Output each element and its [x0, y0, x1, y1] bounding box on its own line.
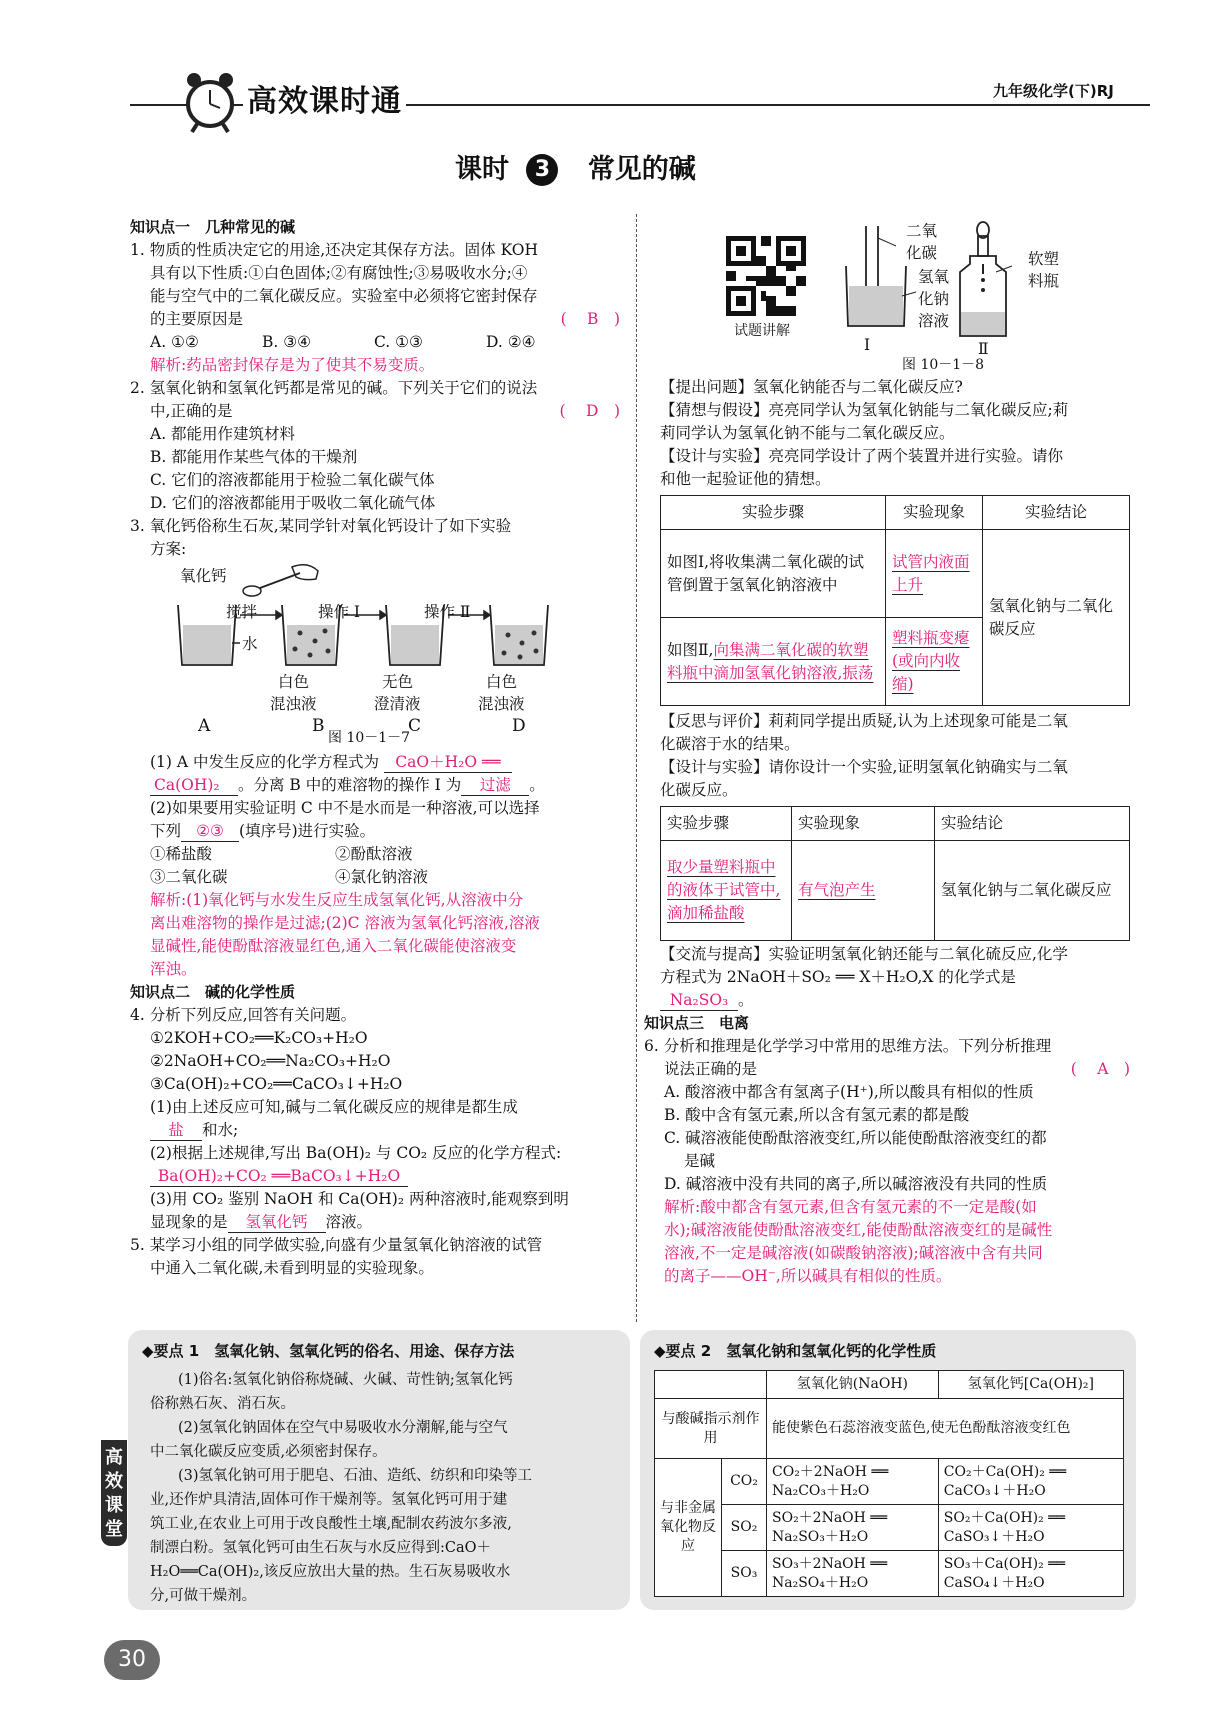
q3-part1-text: (1) A 中发生反应的化学方程式为: [150, 753, 380, 771]
box1-line-9: H₂O══Ca(OH)₂,该反应放出大量的热。生石灰易吸收水: [150, 1564, 511, 1580]
fig2-label-co2-a: 二氧: [906, 222, 938, 240]
q3-line1: 3. 氧化钙俗称生石灰,某同学针对氧化钙设计了如下实验: [130, 517, 512, 535]
fig-label-b1: 白色: [278, 673, 310, 691]
pt-naoh-so2: [767, 1505, 939, 1551]
q1-line1: 1. 物质的性质决定它的用途,还决定其保存方法。固体 KOH: [130, 241, 538, 259]
fig2-label-naoh-2: 化钠: [918, 290, 950, 308]
fig-caption-10-1-7: 图 10－1－7: [328, 730, 411, 746]
q3-option-4: ④氯化钠溶液: [335, 868, 429, 886]
q1-options: [130, 331, 620, 354]
q6-option-c1: C. 碱溶液能使酚酞溶液变红,所以能使酚酞溶液变红的都: [664, 1129, 1047, 1147]
fig2-label-I: Ⅰ: [864, 336, 871, 354]
pt-naoh-so2-b: Na₂SO₃＋H₂O: [772, 1528, 869, 1545]
q3-part2-b: [130, 820, 620, 843]
q2-line2: [130, 400, 620, 423]
box2-title: ◆要点 2 氢氧化钠和氢氧化钙的化学性质: [654, 1342, 937, 1360]
pt-caoh2-co2-b: CaCO₃↓＋H₂O: [943, 1482, 1046, 1499]
box1-title: ◆要点 1 氢氧化钠、氢氧化钙的俗名、用途、保存方法: [142, 1342, 515, 1360]
pt-co2: CO₂: [722, 1459, 767, 1505]
q2-answer: ( D ): [559, 402, 620, 420]
q6-explanation-3: 溶液,不一定是碱溶液(如碳酸钠溶液);碱溶液中含有共同: [664, 1244, 1043, 1262]
design-2: 和他一起验证他的猜想。: [660, 470, 831, 488]
side-tab-label: 高效课堂: [105, 1447, 123, 1540]
box1-line-6: 业,还作炉具清洁,固体可作干燥剂等。氢氧化钙可用于建: [150, 1492, 508, 1508]
fig-label-op2: 操作 Ⅱ: [424, 603, 471, 621]
q4-eq3: ③Ca(OH)₂+CO₂══CaCO₃↓+H₂O: [150, 1075, 403, 1093]
t2-header-conclusion: 实验结论: [935, 807, 1130, 841]
t2-step: 取少量塑料瓶中的液体于试管中,滴加稀盐酸: [661, 841, 792, 941]
fig2-label-II: Ⅱ: [978, 340, 989, 358]
q3-part1-answer1: CaO＋H₂O ══: [395, 753, 501, 771]
key-point-box-2: [640, 1330, 1136, 1610]
design-1: 【设计与实验】亮亮同学设计了两个装置并进行实验。请你: [660, 447, 1064, 465]
qr-code-icon: [726, 236, 806, 316]
q3-part2-answer: ②③: [196, 822, 224, 840]
key-point-box-1: [128, 1330, 630, 1610]
q4-part3: (3)用 CO₂ 鉴别 NaOH 和 Ca(OH)₂ 两种溶液时,能观察到明: [150, 1190, 569, 1208]
pt-caoh2-so3: [938, 1551, 1123, 1597]
brand-title: 高效课时通: [243, 82, 406, 122]
page-number: [104, 1640, 160, 1680]
fig-label-c1: 无色: [382, 673, 414, 691]
lesson-prefix: 课时: [455, 154, 509, 185]
t2-phenomenon: 有气泡产生: [792, 841, 935, 941]
fig2-label-naoh-1: 氢氧: [918, 268, 950, 286]
q1-line4: [130, 308, 620, 331]
pt-row-indicator-text: 能使紫色石蕊溶液变蓝色,使无色酚酞溶液变红色: [767, 1399, 1124, 1459]
qr-label: 试题讲解: [734, 323, 790, 339]
lesson-title: [455, 152, 696, 188]
box1-line-8: 制漂白粉。氢氧化钙可由生石灰与水反应得到:CaO＋: [150, 1540, 492, 1556]
fig-label-op1: 操作 Ⅰ: [318, 603, 361, 621]
fig-label-b2: 混浊液: [270, 695, 317, 713]
q5-line2: 中通入二氧化碳,未看到明显的实验现象。: [150, 1259, 434, 1277]
fig-label-water: 水: [242, 635, 258, 653]
q4-eq2: ②2NaOH+CO₂══Na₂CO₃+H₂O: [150, 1052, 391, 1070]
t1-header-step: 实验步骤: [661, 496, 886, 530]
subject-label: 九年级化学(下)RJ: [993, 80, 1114, 103]
q3-explanation-3: 显碱性,能使酚酞溶液显红色,通入二氧化碳能使溶液变: [150, 937, 517, 955]
fig-label-A: A: [198, 716, 211, 736]
pt-naoh-so3: [767, 1551, 939, 1597]
right-column: [644, 216, 1130, 1288]
q4-part3-text: 显现象的是: [150, 1213, 228, 1231]
q2-option-b: B. 都能用作某些气体的干燥剂: [150, 448, 358, 466]
fig-label-cao: 氧化钙: [180, 567, 227, 585]
q1-option-d: D. ②④: [486, 333, 536, 351]
q2-option-a: A. 都能用作建筑材料: [150, 425, 296, 443]
q3-option-3: ③二氧化碳: [150, 868, 228, 886]
exchange-end: 。: [738, 991, 754, 1009]
q2-line1: 2. 氢氧化钠和氢氧化钙都是常见的碱。下列关于它们的说法: [130, 379, 538, 397]
q3-line2: 方案:: [150, 540, 187, 558]
q3-part2-text: 下列: [150, 822, 182, 840]
t1-row2-step-prefix: 如图Ⅱ,: [667, 640, 714, 659]
fig2-label-co2-b: 化碳: [906, 244, 938, 262]
q1-stem-end: 的主要原因是: [150, 310, 244, 328]
q4-part3-b: [130, 1211, 620, 1234]
left-column: [130, 216, 620, 1280]
q3-part1-answer3: 过滤: [479, 776, 511, 794]
design-4: 化碳反应。: [660, 781, 738, 799]
t1-row2-step-answer: 向集满二氧化碳的软塑料瓶中滴加氢氧化钠溶液,振荡: [667, 640, 874, 682]
header: [0, 60, 1225, 140]
pt-row-indicator-head: 与酸碱指示剂作用: [655, 1399, 767, 1459]
fig-label-stir: 搅拌: [226, 603, 258, 621]
q1-line3: 能与空气中的二氧化碳反应。实验室中必须将它密封保存: [150, 287, 538, 305]
reflect-2: 化碳溶于水的结果。: [660, 735, 800, 753]
section-k1-heading: 知识点一 几种常见的碱: [130, 218, 296, 236]
fig2-label-bottle-1: 软塑: [1028, 250, 1060, 268]
q4-eq1: ①2KOH+CO₂══K₂CO₃+H₂O: [150, 1029, 368, 1047]
box1-line-7: 筑工业,在农业上可用于改良酸性土壤,配制农药波尔多液,: [150, 1516, 512, 1532]
pt-caoh2-so2-b: CaSO₃↓＋H₂O: [943, 1528, 1045, 1545]
pt-caoh2-so3-b: CaSO₄↓＋H₂O: [943, 1574, 1045, 1591]
q4-part1-b: [130, 1119, 620, 1142]
q6-explanation-1: 解析:酸中都含有氢元素,但含有氢元素的不一定是酸(如: [664, 1198, 1037, 1216]
t2-header-phenomenon: 实验现象: [792, 807, 935, 841]
q3-explanation-4: 浑浊。: [150, 960, 197, 978]
fig-caption-10-1-8: 图 10－1－8: [902, 357, 985, 373]
box1-line-1: (1)俗名:氢氧化钠俗称烧碱、火碱、苛性钠;氢氧化钙: [178, 1372, 513, 1388]
properties-table: [654, 1370, 1124, 1597]
box1-line-5: (3)氢氧化钠可用于肥皂、石油、造纸、纺织和印染等工: [178, 1468, 533, 1484]
pt-caoh2-so3-a: SO₃＋Ca(OH)₂ ══: [943, 1555, 1066, 1572]
pt-so3: SO₃: [722, 1551, 767, 1597]
pt-header-caoh2: 氢氧化钙[Ca(OH)₂]: [938, 1371, 1123, 1399]
q4-part1-end: 和水;: [202, 1121, 239, 1139]
pt-row-oxide-head: 与非金属氧化物反应: [655, 1459, 722, 1597]
pt-caoh2-co2: [938, 1459, 1123, 1505]
q5-line1: 5. 某学习小组的同学做实验,向盛有少量氢氧化钠溶液的试管: [130, 1236, 543, 1254]
pt-naoh-co2-a: CO₂＋2NaOH ══: [772, 1463, 889, 1480]
q3-part2: (2)如果要用实验证明 C 中不是水而是一种溶液,可以选择: [150, 799, 540, 817]
q4-part1-answer: 盐: [168, 1121, 184, 1139]
experiment-table-2: [660, 806, 1130, 941]
lesson-number-badge: 3: [526, 154, 558, 186]
q6-option-d: D. 碱溶液中没有共同的离子,所以碱溶液没有共同的性质: [664, 1175, 1048, 1193]
q2-stem-end: 中,正确的是: [150, 402, 233, 420]
q1-option-c: C. ①③: [374, 333, 423, 351]
pt-naoh-so2-a: SO₂＋2NaOH ══: [772, 1509, 888, 1526]
exchange-3: [660, 989, 1130, 1012]
exchange-answer: Na₂SO₃: [669, 991, 729, 1009]
q3-part1-answer2: Ca(OH)₂: [154, 776, 220, 794]
q2-option-d: D. 它们的溶液都能用于吸收二氧化硫气体: [150, 494, 436, 512]
t2-conclusion: 氢氧化钠与二氧化碳反应: [935, 841, 1130, 941]
q1-explanation: 解析:药品密封保存是为了使其不易变质。: [150, 356, 435, 374]
experiment-table-1: [660, 495, 1130, 706]
q6-explanation-4: 的离子——OH⁻,所以碱具有相似的性质。: [664, 1267, 952, 1285]
t1-header-phenomenon: 实验现象: [886, 496, 983, 530]
t1-row1-phenomenon: 试管内液面上升: [886, 530, 983, 618]
q2-option-c: C. 它们的溶液都能用于检验二氧化碳气体: [150, 471, 435, 489]
q6-option-c2: 是碱: [684, 1152, 716, 1170]
alarm-clock-icon: [183, 66, 237, 136]
fig-label-C: C: [408, 716, 422, 736]
t1-row1-step: 如图Ⅰ,将收集满二氧化碳的试管倒置于氢氧化钠溶液中: [661, 530, 886, 618]
hypothesis-2: 莉同学认为氢氧化钠不能与二氧化碳反应。: [660, 424, 955, 442]
figure-10-1-8: [660, 216, 1130, 376]
fig-label-B: B: [312, 716, 325, 736]
q6-stem-end: 说法正确的是: [664, 1060, 758, 1078]
q3-part1-b: [130, 774, 620, 797]
pt-naoh-so3-b: Na₂SO₄＋H₂O: [772, 1574, 869, 1591]
t1-conclusion: 氢氧化钠与二氧化碳反应: [983, 530, 1130, 706]
reflect-1: 【反思与评价】莉莉同学提出质疑,认为上述现象可能是二氧: [660, 712, 1068, 730]
q4-part1: (1)由上述反应可知,碱与二氧化碳反应的规律是都生成: [150, 1098, 518, 1116]
fig2-label-bottle-2: 料瓶: [1028, 272, 1060, 290]
q4-part2-b: [130, 1165, 620, 1188]
box1-line-2: 俗称熟石灰、消石灰。: [150, 1396, 295, 1412]
pt-corner: [655, 1371, 767, 1399]
q1-option-b: B. ③④: [262, 333, 312, 351]
t1-header-conclusion: 实验结论: [983, 496, 1130, 530]
q3-part2-end: (填序号)进行实验。: [239, 822, 376, 840]
q4-part2: (2)根据上述规律,写出 Ba(OH)₂ 与 CO₂ 反应的化学方程式:: [150, 1144, 562, 1162]
column-divider: [636, 214, 637, 1322]
q6-line1: 6. 分析和推理是化学学习中常用的思维方法。下列分析推理: [644, 1037, 1052, 1055]
q3-options-row1: [130, 843, 620, 866]
q3-part1: [130, 751, 620, 774]
q6-answer: ( A ): [1070, 1060, 1130, 1078]
t2-header-step: 实验步骤: [661, 807, 792, 841]
q3-explanation-2: 离出难溶物的操作是过滤;(2)C 溶液为氢氧化钙溶液,溶液: [150, 914, 540, 932]
fig-label-c2: 澄清液: [374, 695, 421, 713]
exchange-2: 方程式为 2NaOH＋SO₂ ══ X＋H₂O,X 的化学式是: [660, 968, 1016, 986]
q6-option-a: A. 酸溶液中都含有氢离子(H⁺),所以酸具有相似的性质: [664, 1083, 1034, 1101]
q3-explanation-1: 解析:(1)氧化钙与水发生反应生成氢氧化钙,从溶液中分: [150, 891, 524, 909]
q3-options-row2: [130, 866, 620, 889]
q3-option-2: ②酚酞溶液: [335, 845, 413, 863]
q3-part1-end: 。: [529, 776, 545, 794]
pt-naoh-so3-a: SO₃＋2NaOH ══: [772, 1555, 888, 1572]
fig-label-D: D: [512, 716, 526, 736]
t1-row2-phenomenon: 塑料瓶变瘪(或向内收缩): [886, 618, 983, 706]
pt-caoh2-so2-a: SO₂＋Ca(OH)₂ ══: [943, 1509, 1066, 1526]
q1-line2: 具有以下性质:①白色固体;②有腐蚀性;③易吸收水分;④: [150, 264, 528, 282]
q4-part3-end: 溶液。: [325, 1213, 373, 1231]
q1-answer: ( B ): [560, 310, 620, 328]
pt-caoh2-co2-a: CO₂＋Ca(OH)₂ ══: [943, 1463, 1067, 1480]
fig-label-d1: 白色: [486, 673, 518, 691]
ask-question: 【提出问题】氢氧化钠能否与二氧化碳反应?: [660, 378, 963, 396]
box1-line-3: (2)氢氧化钠固体在空气中易吸收水分潮解,能与空气: [178, 1420, 508, 1436]
pt-naoh-co2: [767, 1459, 939, 1505]
q3-option-1: ①稀盐酸: [150, 845, 213, 863]
side-tab: [101, 1440, 127, 1546]
section-k2-heading: 知识点二 碱的化学性质: [130, 983, 296, 1001]
box1-body: [150, 1368, 620, 1608]
pt-header-naoh: 氢氧化钠(NaOH): [767, 1371, 939, 1399]
q6-line2: [660, 1058, 1130, 1081]
fig-label-d2: 混浊液: [478, 695, 525, 713]
q1-option-a: A. ①②: [150, 333, 199, 351]
q6-explanation-2: 水);碱溶液能使酚酞溶液变红,能使酚酞溶液变红的是碱性: [664, 1221, 1053, 1239]
q4-part3-answer: 氢氧化钙: [245, 1213, 308, 1231]
pt-naoh-co2-b: Na₂CO₃＋H₂O: [772, 1482, 870, 1499]
q4-line1: 4. 分析下列反应,回答有关问题。: [130, 1006, 357, 1024]
design-3: 【设计与实验】请你设计一个实验,证明氢氧化钠确实与二氧: [660, 758, 1068, 776]
figure-10-1-7: [130, 561, 620, 747]
pt-so2: SO₂: [722, 1505, 767, 1551]
hypothesis-1: 【猜想与假设】亮亮同学认为氢氧化钠能与二氧化碳反应;莉: [660, 401, 1069, 419]
pt-caoh2-so2: [938, 1505, 1123, 1551]
exchange-1: 【交流与提高】实验证明氢氧化钠还能与二氧化硫反应,化学: [660, 945, 1068, 963]
lesson-name: 常见的碱: [587, 154, 696, 185]
q4-part2-answer: Ba(OH)₂+CO₂ ══BaCO₃↓+H₂O: [157, 1167, 401, 1185]
page-number-text: 30: [118, 1647, 146, 1672]
fig2-label-naoh-3: 溶液: [918, 312, 950, 330]
t1-row2-step: [661, 618, 886, 706]
box1-line-4: 中二氧化碳反应变质,必须密封保存。: [150, 1444, 387, 1460]
q6-option-b: B. 酸中含有氢元素,所以含有氢元素的都是酸: [664, 1106, 970, 1124]
section-k3-heading: 知识点三 电离: [644, 1014, 750, 1032]
box1-line-10: 分,可做干燥剂。: [150, 1588, 257, 1604]
q3-part1-text2: 。分离 B 中的难溶物的操作 Ⅰ 为: [238, 776, 462, 794]
